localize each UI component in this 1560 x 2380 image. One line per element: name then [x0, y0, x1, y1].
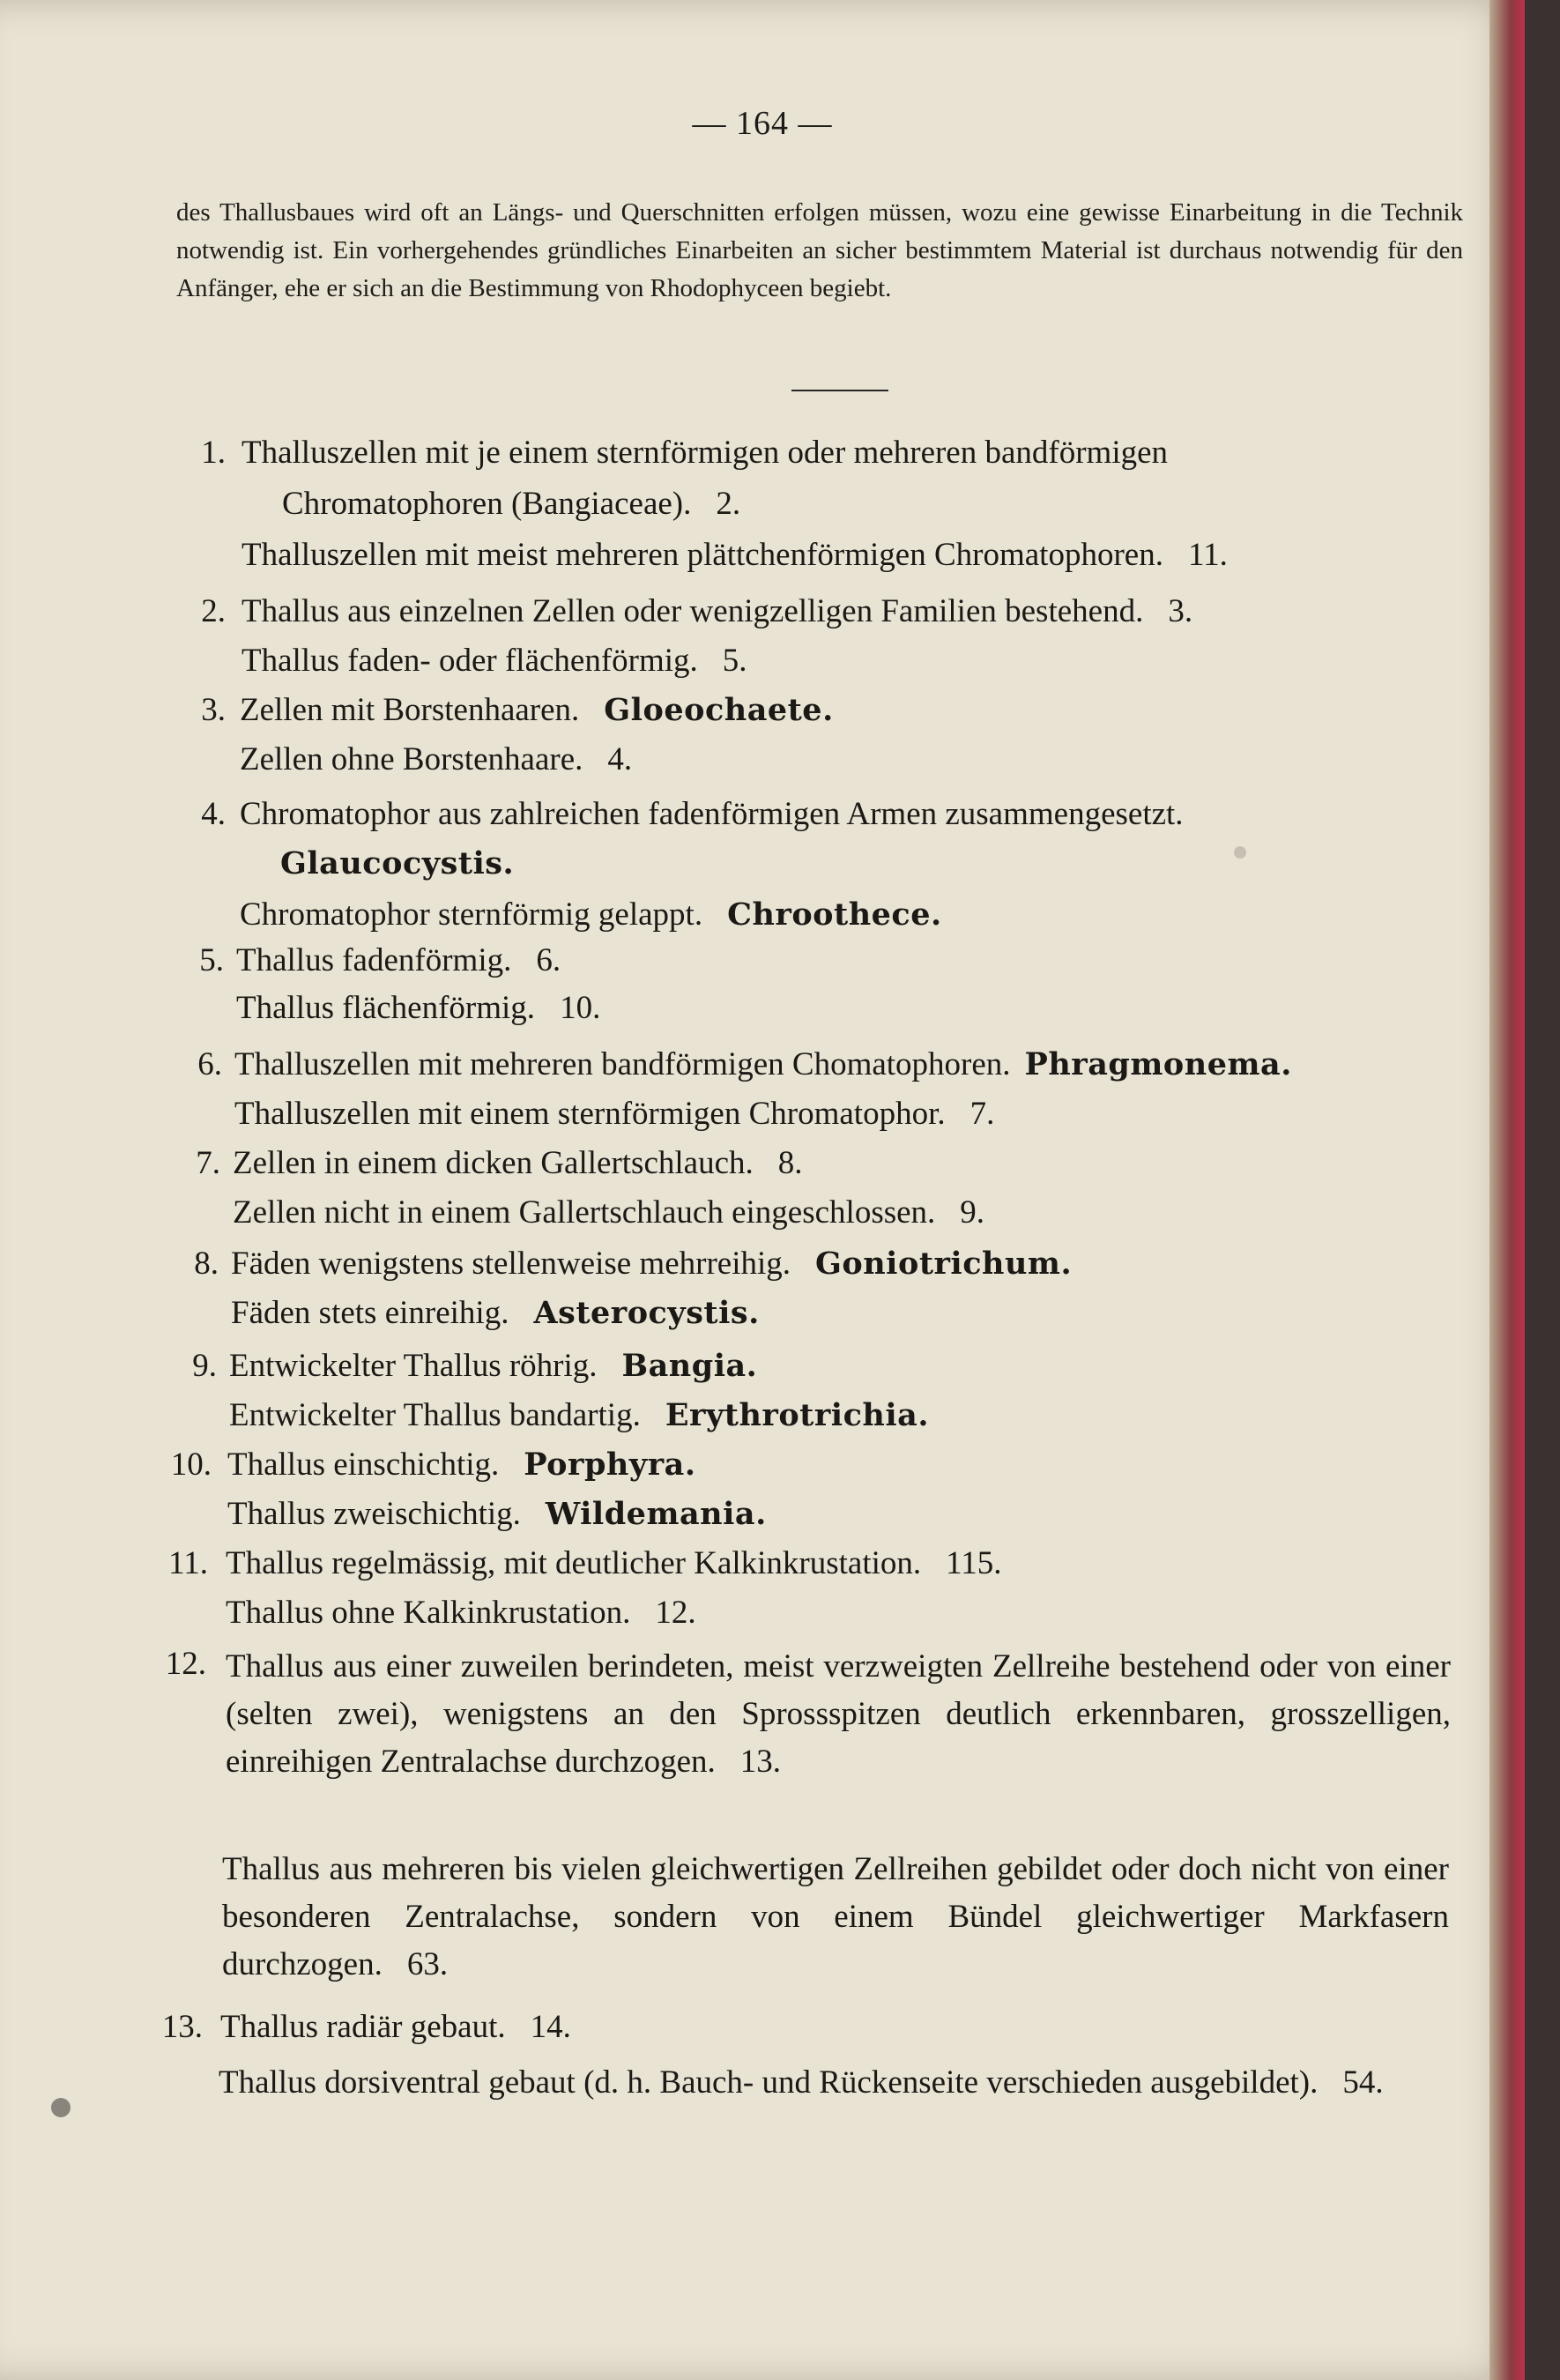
key-lead-a	[233, 1142, 803, 1185]
lead-reference: 13.	[739, 1744, 782, 1780]
key-number: 3.	[201, 692, 226, 728]
lead-text: Entwickelter Thallus bandartig.	[229, 1397, 641, 1433]
key-lead-b	[233, 1192, 984, 1234]
key-number: 1.	[201, 435, 226, 471]
key-lead-a	[220, 2006, 571, 2049]
key-lead-a	[226, 1643, 1451, 1786]
ink-spot	[1234, 846, 1246, 859]
lead-reference: 2.	[716, 486, 741, 522]
key-number: 2.	[201, 593, 226, 629]
lead-reference: 6.	[536, 942, 561, 978]
intro-paragraph: des Thallusbaues wird oft an Längs- und Querschnitten erfolgen müssen, wozu eine gewisse Einarbeitung in die Technik notwendig ist. Ein vorhergehendes gründliches Einarbeiten an sicher bestimmtem Material ist durchaus notwendig für den Anfänger, ehe er sich an die Bestimmung von Rhodophyceen begiebt.	[176, 198, 1463, 302]
lead-text: Thallus aus mehreren bis vielen gleichwertigen Zellreihen gebildet oder doch nicht von einer besonderen Zentralachse, sondern von einem Bündel gleichwertiger Markfasern durchzogen.	[222, 1851, 1449, 1982]
lead-text: Thalluszellen mit meist mehreren plättchenförmigen Chromatophoren.	[241, 537, 1163, 573]
genus-name: Phragmonema.	[1024, 1046, 1292, 1082]
key-number: 5.	[199, 942, 224, 978]
genus-name: Chroothece.	[727, 896, 942, 933]
key-lead-a	[234, 1044, 1292, 1086]
key-lead-a	[241, 432, 1168, 474]
genus-name: Bangia.	[621, 1348, 758, 1384]
key-lead-b	[226, 1592, 696, 1634]
key-lead-b	[240, 894, 942, 936]
lead-text: Thalluszellen mit je einem sternförmigen oder mehreren bandförmigen	[241, 435, 1169, 471]
lead-reference: 115.	[946, 1545, 1002, 1581]
key-lead-a-genus	[280, 843, 514, 885]
key-number: 7.	[196, 1145, 220, 1181]
lead-text: Thallus aus einer zuweilen berindeten, meist verzweigten Zellreihe bestehend oder von einer (selten zwei), wenigstens an den Sprossspitzen deutlich erkennbaren, grosszelligen, einreihigen Zentralachse durchzogen.	[226, 1648, 1451, 1780]
lead-text: Chromatophor sternförmig gelappt.	[240, 896, 703, 933]
key-number: 12.	[165, 1646, 206, 1682]
key-lead-b	[219, 2059, 1449, 2107]
genus-name: Gloeochaete.	[604, 692, 834, 728]
lead-text: Chromatophoren (Bangiaceae).	[282, 486, 692, 522]
key-lead-b	[236, 987, 600, 1030]
genus-name: Asterocystis.	[533, 1295, 760, 1331]
lead-text: Thallus faden- oder flächenförmig.	[241, 643, 698, 679]
key-lead-b	[231, 1292, 760, 1335]
lead-reference: 14.	[530, 2009, 571, 2045]
key-lead-a-continued	[282, 483, 740, 525]
lead-reference: 7.	[969, 1096, 995, 1132]
key-lead-b	[229, 1395, 929, 1437]
lead-text: Entwickelter Thallus röhrig.	[229, 1348, 598, 1384]
ink-spot	[51, 2098, 71, 2117]
key-lead-a	[240, 793, 1184, 836]
lead-text: Thallus flächenförmig.	[236, 990, 536, 1026]
key-lead-b	[227, 1493, 767, 1536]
lead-reference: 8.	[777, 1145, 803, 1181]
lead-text: Thalluszellen mit mehreren bandförmigen Chomatophoren.	[234, 1046, 1011, 1082]
key-lead-a	[231, 1243, 1072, 1285]
lead-reference: 5.	[722, 643, 747, 679]
key-lead-b	[234, 1093, 994, 1135]
lead-reference: 54.	[1342, 2064, 1384, 2101]
lead-reference: 12.	[655, 1595, 696, 1631]
key-number: 9.	[192, 1348, 217, 1384]
key-lead-a	[226, 1543, 1002, 1585]
lead-text: Chromatophor aus zahlreichen fadenförmigen Armen zusammengesetzt.	[240, 796, 1184, 832]
lead-text: Thallus dorsiventral gebaut (d. h. Bauch- und Rückenseite verschieden ausgebildet).	[219, 2064, 1319, 2101]
key-number: 10.	[170, 1447, 212, 1483]
lead-text: Thallus regelmässig, mit deutlicher Kalkinkrustation.	[226, 1545, 922, 1581]
key-lead-b	[241, 534, 1228, 576]
lead-text: Zellen mit Borstenhaaren.	[240, 692, 580, 728]
key-lead-b	[222, 1846, 1449, 1989]
genus-name: Porphyra.	[524, 1447, 696, 1483]
lead-text: Thallus radiär gebaut.	[220, 2009, 506, 2045]
lead-reference: 63.	[406, 1946, 449, 1982]
key-number: 4.	[201, 796, 226, 832]
lead-reference: 10.	[560, 990, 601, 1026]
lead-text: Zellen nicht in einem Gallertschlauch eingeschlossen.	[233, 1194, 936, 1231]
lead-text: Fäden stets einreihig.	[231, 1295, 509, 1331]
lead-reference: 9.	[960, 1194, 985, 1231]
lead-reference: 3.	[1168, 593, 1193, 629]
lead-text: Thallus fadenförmig.	[236, 942, 512, 978]
genus-name: Goniotrichum.	[815, 1246, 1073, 1282]
lead-text: Zellen in einem dicken Gallertschlauch.	[233, 1145, 754, 1181]
genus-name: Glaucocystis.	[280, 845, 515, 881]
key-number: 6.	[197, 1046, 222, 1082]
key-lead-a	[241, 591, 1192, 633]
key-number: 13.	[161, 2009, 203, 2045]
lead-text: Thallus aus einzelnen Zellen oder wenigzelligen Familien bestehend.	[241, 593, 1144, 629]
key-lead-b	[241, 640, 747, 682]
genus-name: Wildemania.	[545, 1496, 767, 1532]
lead-text: Fäden wenigstens stellenweise mehrreihig.	[231, 1246, 791, 1282]
key-lead-b	[240, 739, 632, 781]
page-number: — 164 —	[692, 105, 833, 142]
lead-text: Thallus zweischichtig.	[227, 1496, 521, 1532]
key-lead-a	[240, 689, 834, 732]
key-lead-a	[227, 1444, 696, 1486]
key-lead-a	[236, 940, 561, 982]
lead-reference: 4.	[607, 741, 633, 777]
lead-text: Thalluszellen mit einem sternförmigen Chromatophor.	[234, 1096, 946, 1132]
key-number: 8.	[194, 1246, 219, 1282]
lead-text: Thallus einschichtig.	[227, 1447, 500, 1483]
lead-text: Zellen ohne Borstenhaare.	[240, 741, 583, 777]
key-number: 11.	[168, 1545, 208, 1581]
genus-name: Erythrotrichia.	[665, 1397, 930, 1433]
key-lead-a	[229, 1345, 757, 1387]
lead-reference: 11.	[1187, 537, 1228, 573]
lead-text: Thallus ohne Kalkinkrustation.	[226, 1595, 631, 1631]
